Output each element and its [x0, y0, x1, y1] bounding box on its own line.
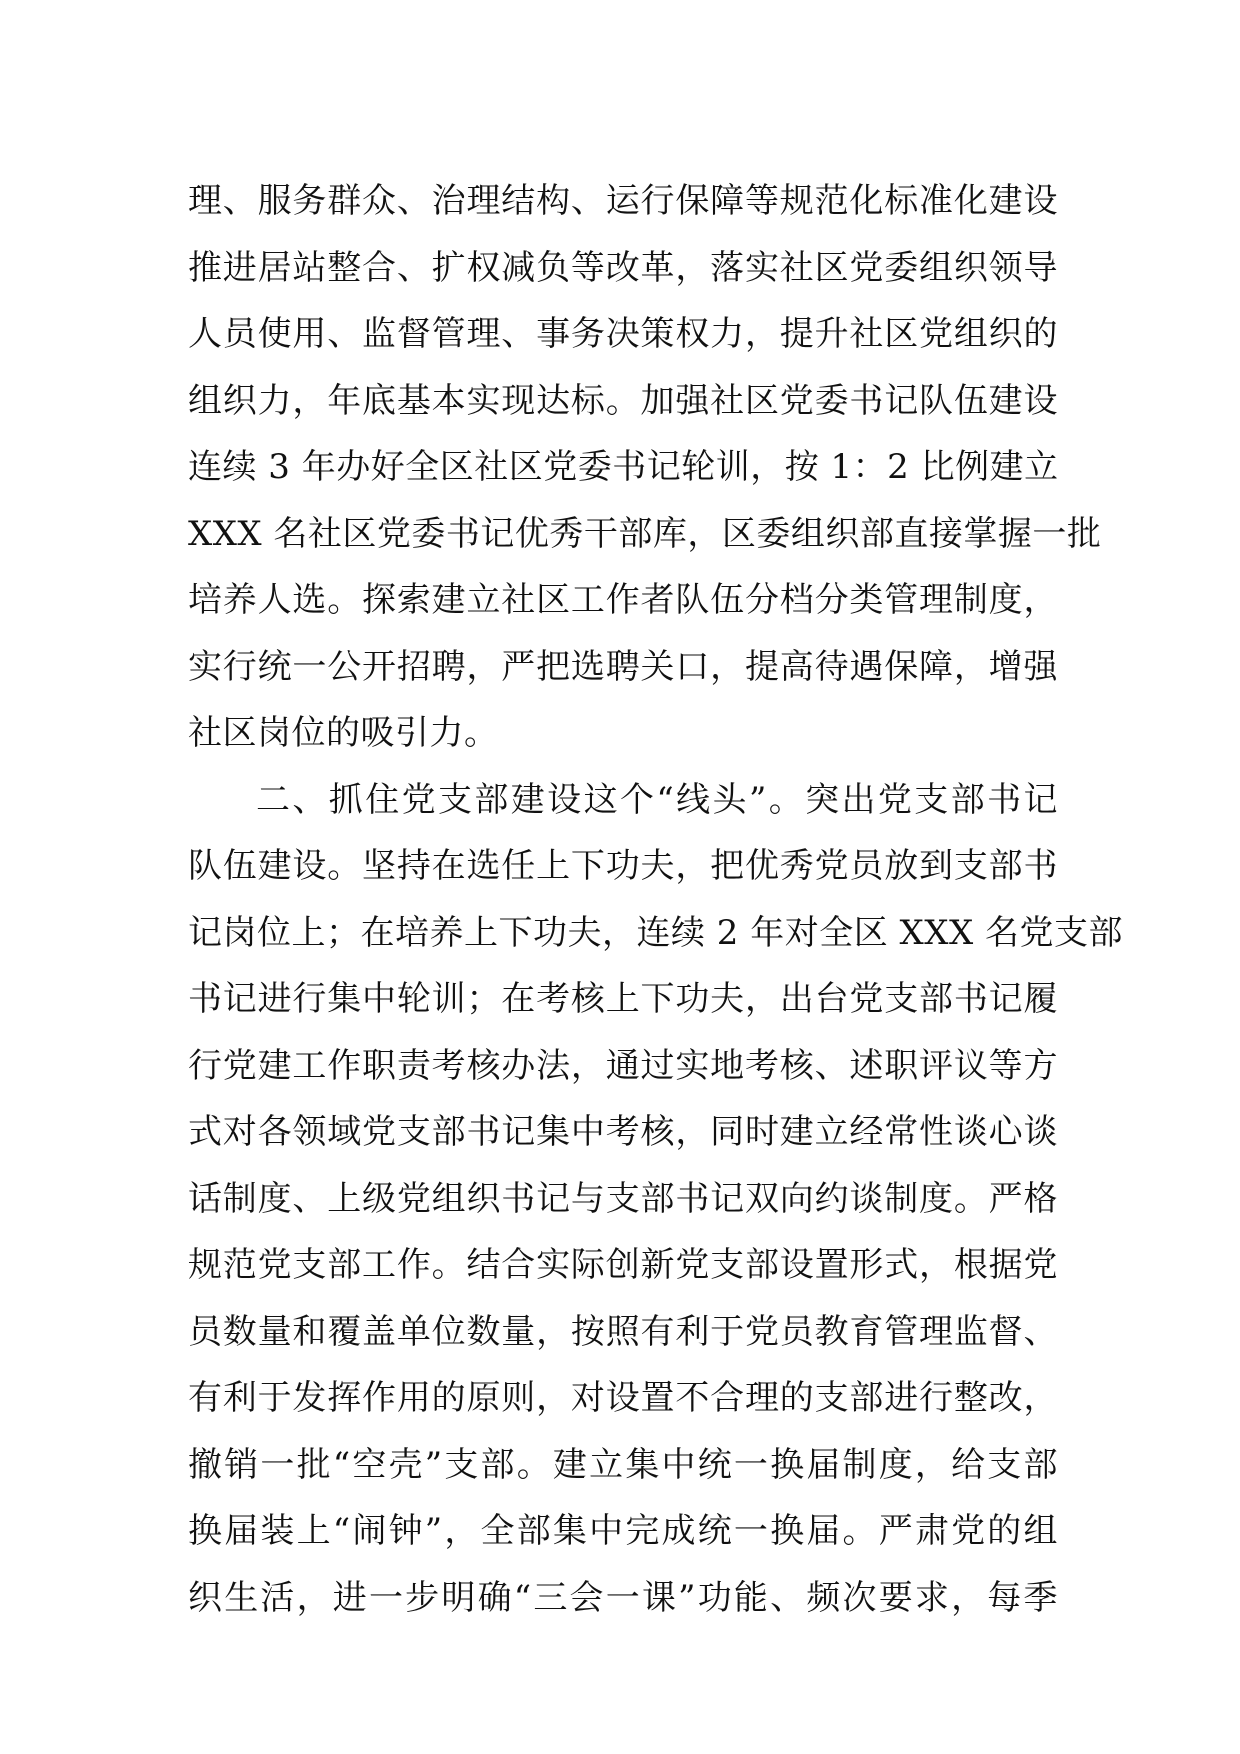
text-line-22: 织生活，进一步明确“三会一课”功能、频次要求，每季 [188, 1577, 1058, 1618]
text-line-17: 规范党支部工作。结合实际创新党支部设置形式，根据党 [188, 1245, 1058, 1285]
text-line-4: 组织力，年底基本实现达标。加强社区党委书记队伍建设 [188, 380, 1058, 421]
text-line-16: 话制度、上级党组织书记与支部书记双向约谈制度。严格 [188, 1178, 1058, 1219]
text-line-18: 员数量和覆盖单位数量，按照有利于党员教育管理监督、 [188, 1311, 1058, 1352]
text-line-14: 行党建工作职责考核办法，通过实地考核、述职评议等方 [188, 1045, 1058, 1086]
section-heading-line: 二、抓住党支部建设这个“线头”。突出党支部书记 [256, 779, 1058, 820]
text-line-6: XXX 名社区党委书记优秀干部库，区委组织部直接掌握一批 [188, 513, 1102, 554]
text-line-1: 理、服务群众、治理结构、运行保障等规范化标准化建设 [188, 181, 1058, 221]
text-line-8: 实行统一公开招聘，严把选聘关口，提高待遇保障，增强 [188, 646, 1058, 687]
text-line-2: 推进居站整合、扩权减负等改革，落实社区党委组织领导 [188, 247, 1058, 288]
text-line-19: 有利于发挥作用的原则，对设置不合理的支部进行整改， [188, 1378, 1058, 1418]
text-line-12: 记岗位上；在培养上下功夫，连续 2 年对全区 XXX 名党支部 [188, 912, 1123, 953]
body-text [188, 168, 1123, 1631]
text-line-7: 培养人选。探索建立社区工作者队伍分档分类管理制度， [188, 580, 1058, 620]
text-line-5: 连续 3 年办好全区社区党委书记轮训，按 1：2 比例建立 [188, 447, 1059, 487]
text-line-13: 书记进行集中轮训；在考核上下功夫，出台党支部书记履 [188, 979, 1058, 1019]
text-line-9: 社区岗位的吸引力。 [188, 713, 499, 753]
text-line-3: 人员使用、监督管理、事务决策权力，提升社区党组织的 [188, 314, 1058, 354]
text-line-21: 换届装上“闹钟”，全部集中完成统一换届。严肃党的组 [188, 1511, 1058, 1551]
text-line-20: 撤销一批“空壳”支部。建立集中统一换届制度，给支部 [188, 1444, 1058, 1485]
text-line-15: 式对各领域党支部书记集中考核，同时建立经常性谈心谈 [188, 1112, 1058, 1152]
text-line-11: 队伍建设。坚持在选任上下功夫，把优秀党员放到支部书 [188, 846, 1058, 886]
